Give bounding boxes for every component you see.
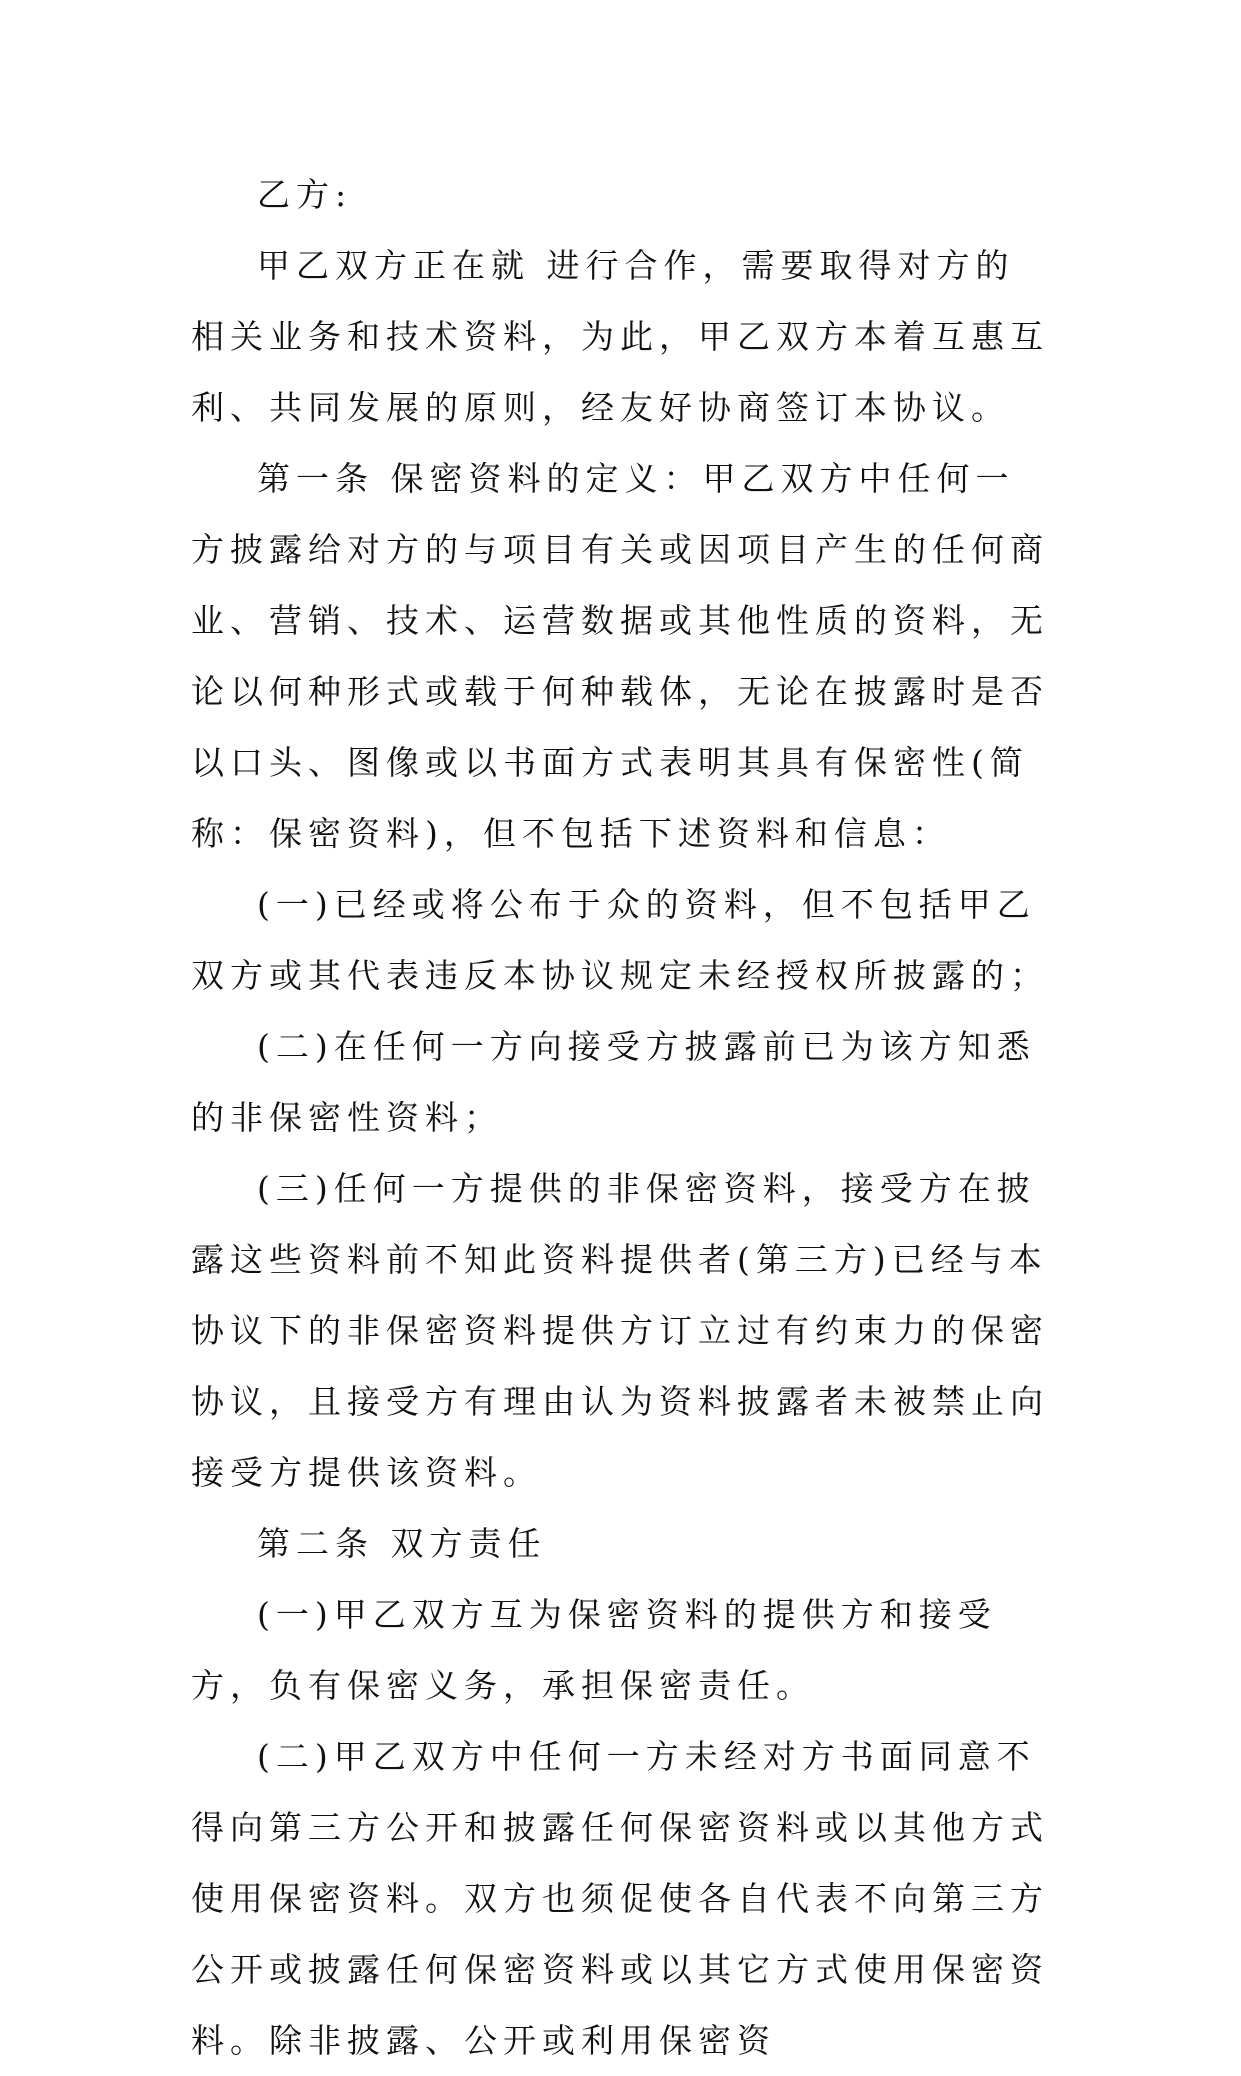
- paragraph-party-b: 乙方:: [257, 175, 353, 214]
- paragraph-article-2-item-1: (一)甲乙双方互为保密资料的提供方和接受方，负有保密义务，承担保密责任。: [191, 1595, 997, 1705]
- paragraph-article-1: 第一条 保密资料的定义：甲乙双方中任何一方披露给对方的与项目有关或因项目产生的任何商业、营销、技术、运营数据或其他性质的资料，无论以何种形式或载于何种载体，无论在披露时是否以口头、图像或以书面方式表明其具有保密性(简称：保密资料)，但不包括下述资料和信息：: [191, 459, 1049, 853]
- paragraph-article-1-item-2: (二)在任何一方向接受方披露前已为该方知悉的非保密性资料；: [191, 1027, 1036, 1137]
- paragraph-article-2-item-2: (二)甲乙双方中任何一方未经对方书面同意不得向第三方公开和披露任何保密资料或以其他方式使用保密资料。双方也须促使各自代表不向第三方公开或披露任何保密资料或以其它方式使用保密资料。除非披露、公开或利用保密资: [191, 1737, 1049, 2060]
- paragraph-article-1-item-1: (一)已经或将公布于众的资料，但不包括甲乙双方或其代表违反本协议规定未经授权所披露的；: [191, 885, 1049, 995]
- heading-article-2: 第二条 双方责任: [257, 1524, 547, 1563]
- paragraph-article-1-item-3: (三)任何一方提供的非保密资料，接受方在披露这些资料前不知此资料提供者(第三方)已经与本协议下的非保密资料提供方订立过有约束力的保密协议，且接受方有理由认为资料披露者未被禁止向接受方提供该资料。: [191, 1169, 1049, 1492]
- document-body: [191, 159, 1051, 2076]
- paragraph-preamble: 甲乙双方正在就 进行合作，需要取得对方的相关业务和技术资料，为此，甲乙双方本着互惠互利、共同发展的原则，经友好协商签订本协议。: [191, 246, 1049, 427]
